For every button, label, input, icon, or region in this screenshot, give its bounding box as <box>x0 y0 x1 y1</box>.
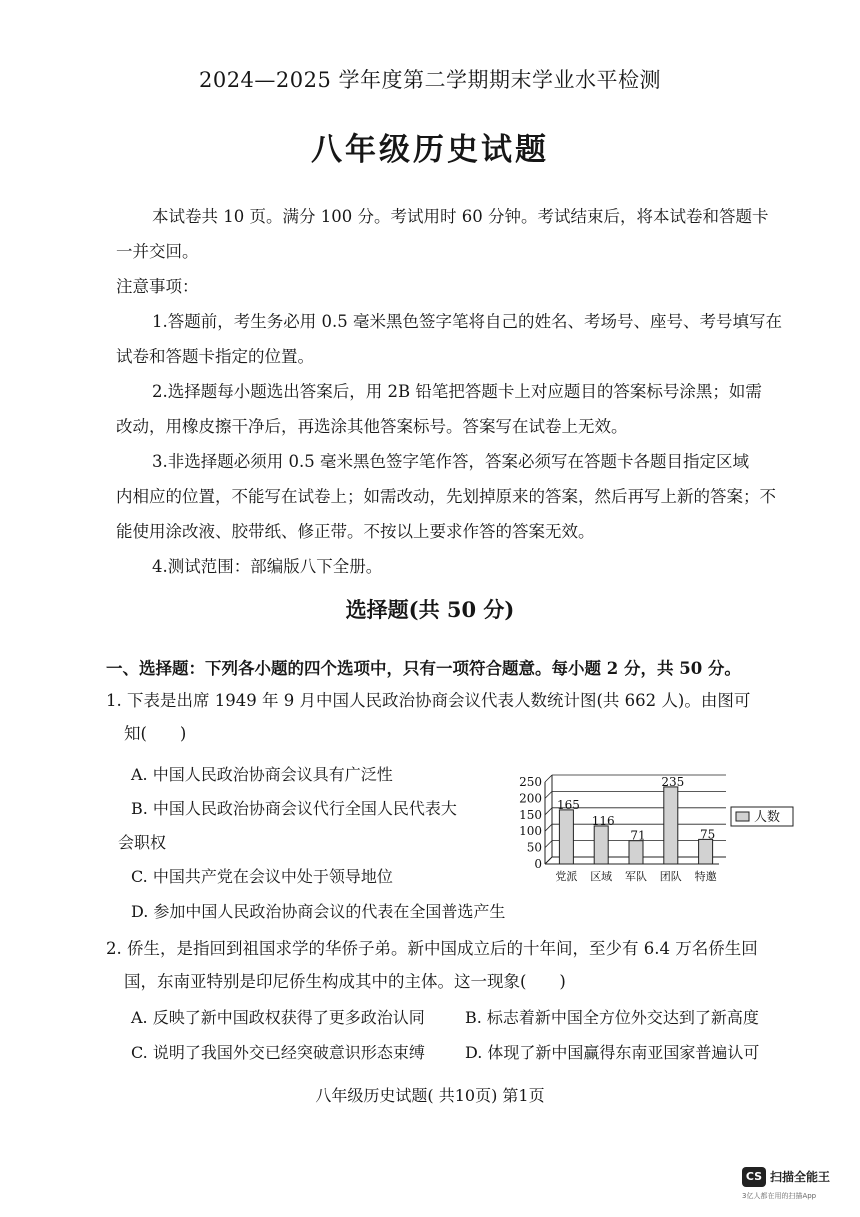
chart-category-label: 区域 <box>590 870 613 883</box>
q2-option-c: C. 说明了我国外交已经突破意识形态束缚 <box>131 1043 425 1062</box>
chart-gridline-side <box>545 857 552 864</box>
chart-bar <box>664 787 678 864</box>
chart-category-label: 特邀 <box>694 870 717 883</box>
chart-y-tick: 50 <box>526 840 542 855</box>
q2-option-a: A. 反映了新中国政权获得了更多政治认同 <box>131 1008 425 1027</box>
chart-bar <box>594 826 608 864</box>
legend-swatch <box>736 812 749 821</box>
chart-x-axis <box>555 869 716 883</box>
notice-item-1-cont: 试卷和答题卡指定的位置。 <box>116 347 314 366</box>
q2-stem-line-2: 国，东南亚特别是印尼侨生构成其中的主体。这一现象( ) <box>124 972 566 991</box>
chart-category-label: 党派 <box>555 870 578 883</box>
chart-gridline-side <box>545 824 552 831</box>
chart-data-labels <box>557 775 715 843</box>
chart-data-label: 75 <box>699 827 716 842</box>
chart-data-label: 235 <box>661 774 685 789</box>
notice-item-4: 4.测试范围：部编版八下全册。 <box>152 557 383 576</box>
page-footer: 八年级历史试题( 共10页) 第1页 <box>315 1086 545 1105</box>
chart-y-tick: 200 <box>519 791 542 806</box>
chart-bar <box>629 841 643 864</box>
q1-option-b-cont: 会职权 <box>118 833 167 852</box>
legend-label: 人数 <box>754 810 781 825</box>
chart-bars <box>556 787 712 864</box>
notice-item-2: 2.选择题每小题选出答案后，用 2B 铅笔把答题卡上对应题目的答案标号涂黑；如需 <box>152 382 762 401</box>
notice-item-3-cont2: 能使用涂改液、胶带纸、修正带。不按以上要求作答的答案无效。 <box>116 522 595 541</box>
chart-category-label: 团队 <box>659 870 682 883</box>
scanner-logo: CS <box>742 1167 766 1187</box>
notice-item-3-cont: 内相应的位置，不能写在试卷上；如需改动，先划掉原来的答案，然后再写上新的答案；不 <box>116 487 776 506</box>
chart-bar <box>559 810 573 864</box>
notice-item-3: 3.非选择题必须用 0.5 毫米黑色签字笔作答，答案必须写在答题卡各题目指定区域 <box>152 452 749 471</box>
scanner-tagline: 3亿人都在用的扫描App <box>742 1192 817 1200</box>
chart-data-label: 71 <box>630 828 646 843</box>
question-1 <box>106 684 801 750</box>
chart-legend <box>731 807 793 826</box>
q1-stem-line-2: 知( ) <box>124 724 187 743</box>
exam-header: 2024—2025 学年度第二学期期末学业水平检测 <box>198 68 662 92</box>
chart-y-tick: 0 <box>534 857 542 871</box>
q1-stem-line-1: 1. 下表是出席 1949 年 9 月中国人民政治协商会议代表人数统计图(共 662 人)。由图可 <box>106 691 751 710</box>
intro-line-2: 一并交回。 <box>116 242 199 261</box>
page-title: 八年级历史试题 <box>311 132 549 168</box>
q2-option-d: D. 体现了新中国赢得东南亚国家普遍认可 <box>465 1043 760 1062</box>
chart-bar <box>699 839 713 864</box>
chart-gridline-side <box>545 775 552 782</box>
scanner-name: 扫描全能王 <box>770 1170 831 1184</box>
notice-label: 注意事项： <box>116 277 199 296</box>
q2-stem-line-1: 2. 侨生，是指回到祖国求学的华侨子弟。新中国成立后的十年间，至少有 6.4 万名侨生回 <box>106 939 758 958</box>
chart-y-tick: 100 <box>519 824 542 839</box>
chart-y-tick: 150 <box>519 807 542 822</box>
notice-item-1: 1.答题前，考生务必用 0.5 毫米黑色签字笔将自己的姓名、考场号、座号、考号填写在 <box>152 312 782 331</box>
section-instruction: 一、选择题：下列各小题的四个选项中，只有一项符合题意。每小题 2 分，共 50 分。 <box>106 659 741 678</box>
scanner-watermark <box>742 1167 842 1207</box>
q1-option-b: B. 中国人民政治协商会议代行全国人民代表大 <box>131 799 457 818</box>
chart-gridline-side <box>545 791 552 798</box>
chart-gridline-side <box>545 808 552 815</box>
q1-option-c: C. 中国共产党在会议中处于领导地位 <box>131 867 393 886</box>
intro-line-1: 本试卷共 10 页。满分 100 分。考试用时 60 分钟。考试结束后，将本试卷和答题卡 <box>152 207 769 226</box>
q1-option-a: A. 中国人民政治协商会议具有广泛性 <box>131 765 393 784</box>
question-2 <box>106 932 801 998</box>
chart-data-label: 116 <box>591 813 615 828</box>
notice-item-2-cont: 改动，用橡皮擦干净后，再选涂其他答案标号。答案写在试卷上无效。 <box>116 417 628 436</box>
chart-gridline-side <box>545 841 552 848</box>
q2-option-b: B. 标志着新中国全方位外交达到了新高度 <box>465 1008 759 1027</box>
section-title: 选择题(共 50 分) <box>345 597 515 622</box>
chart-y-tick: 250 <box>519 775 542 789</box>
intro-paragraph <box>116 199 796 584</box>
chart-category-label: 军队 <box>625 870 647 883</box>
chart-data-label: 165 <box>556 797 580 812</box>
delegate-bar-chart <box>513 764 803 888</box>
q1-option-d: D. 参加中国人民政治协商会议的代表在全国普选产生 <box>131 902 506 921</box>
